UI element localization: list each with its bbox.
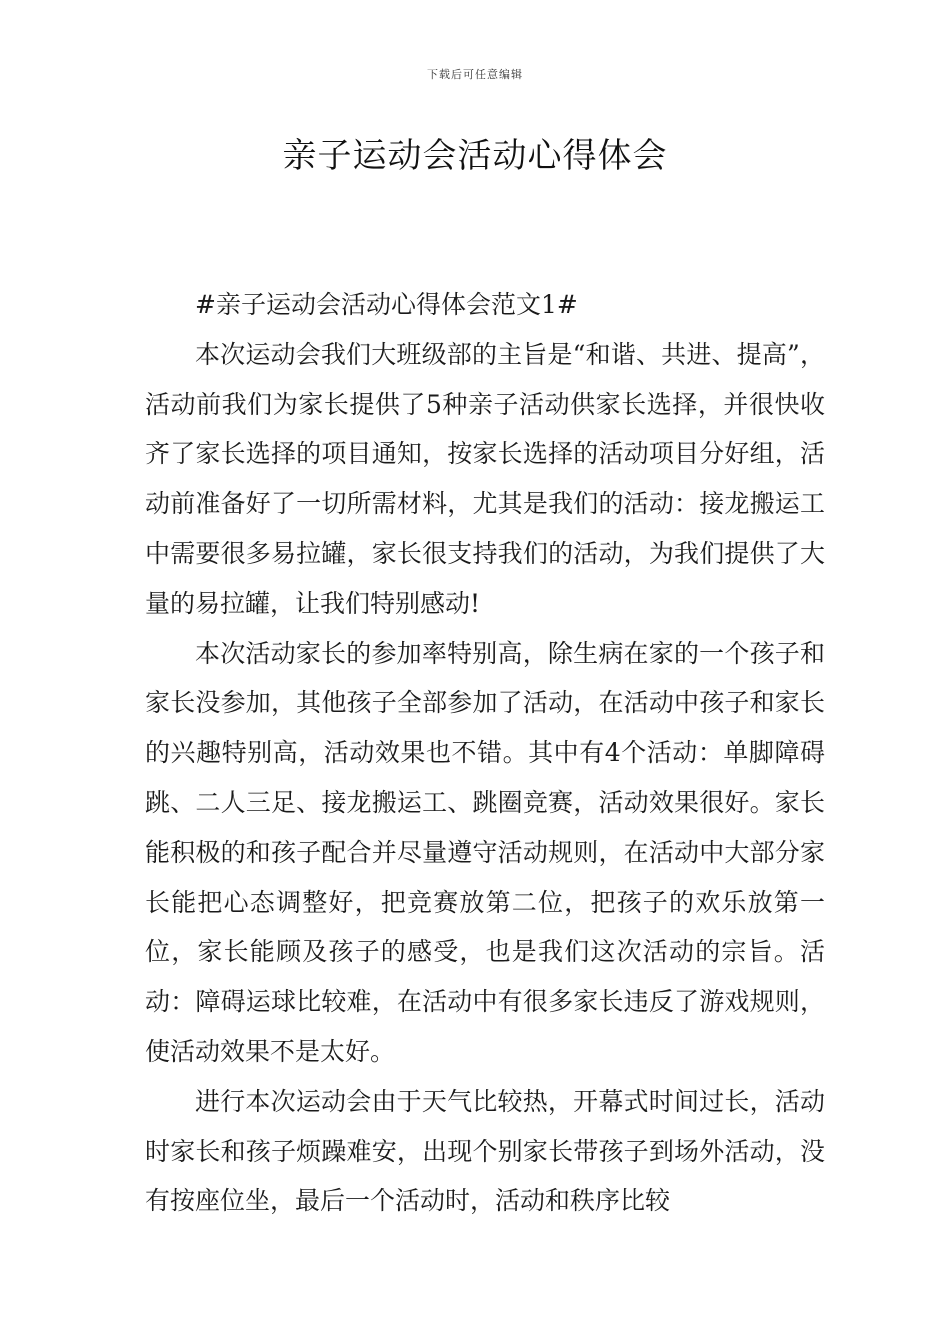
section-heading: #亲子运动会活动心得体会范文1#: [195, 290, 578, 319]
paragraph-3: 进行本次运动会由于天气比较热，开幕式时间过长，活动时家长和孩子烦躁难安，出现个别家长带孩子到场外活动，没有按座位坐，最后一个活动时，活动和秩序比较: [145, 1086, 825, 1216]
document-body: [145, 280, 825, 1226]
paragraph-1: 本次运动会我们大班级部的主旨是“和谐、共进、提高”，活动前我们为家长提供了5种亲子活动供家长选择，并很快收齐了家长选择的项目通知，按家长选择的活动项目分好组，活动前准备好了一切所需材料，尤其是我们的活动：接龙搬运工中需要很多易拉罐，家长很支持我们的活动，为我们提供了大量的易拉罐，让我们特别感动!: [145, 339, 825, 618]
paragraph-2: 本次活动家长的参加率特别高，除生病在家的一个孩子和家长没参加，其他孩子全部参加了活动，在活动中孩子和家长的兴趣特别高，活动效果也不错。其中有4个活动：单脚障碍跳、二人三足、接龙搬运工、跳圈竞赛，活动效果很好。家长能积极的和孩子配合并尽量遵守活动规则，在活动中大部分家长能把心态调整好，把竞赛放第二位，把孩子的欢乐放第一位，家长能顾及孩子的感受，也是我们这次活动的宗旨。活动：障碍运球比较难，在活动中有很多家长违反了游戏规则，使活动效果不是太好。: [145, 638, 825, 1066]
document-title: 亲子运动会活动心得体会: [282, 136, 668, 176]
header-note: 下载后可任意编辑: [427, 68, 523, 81]
